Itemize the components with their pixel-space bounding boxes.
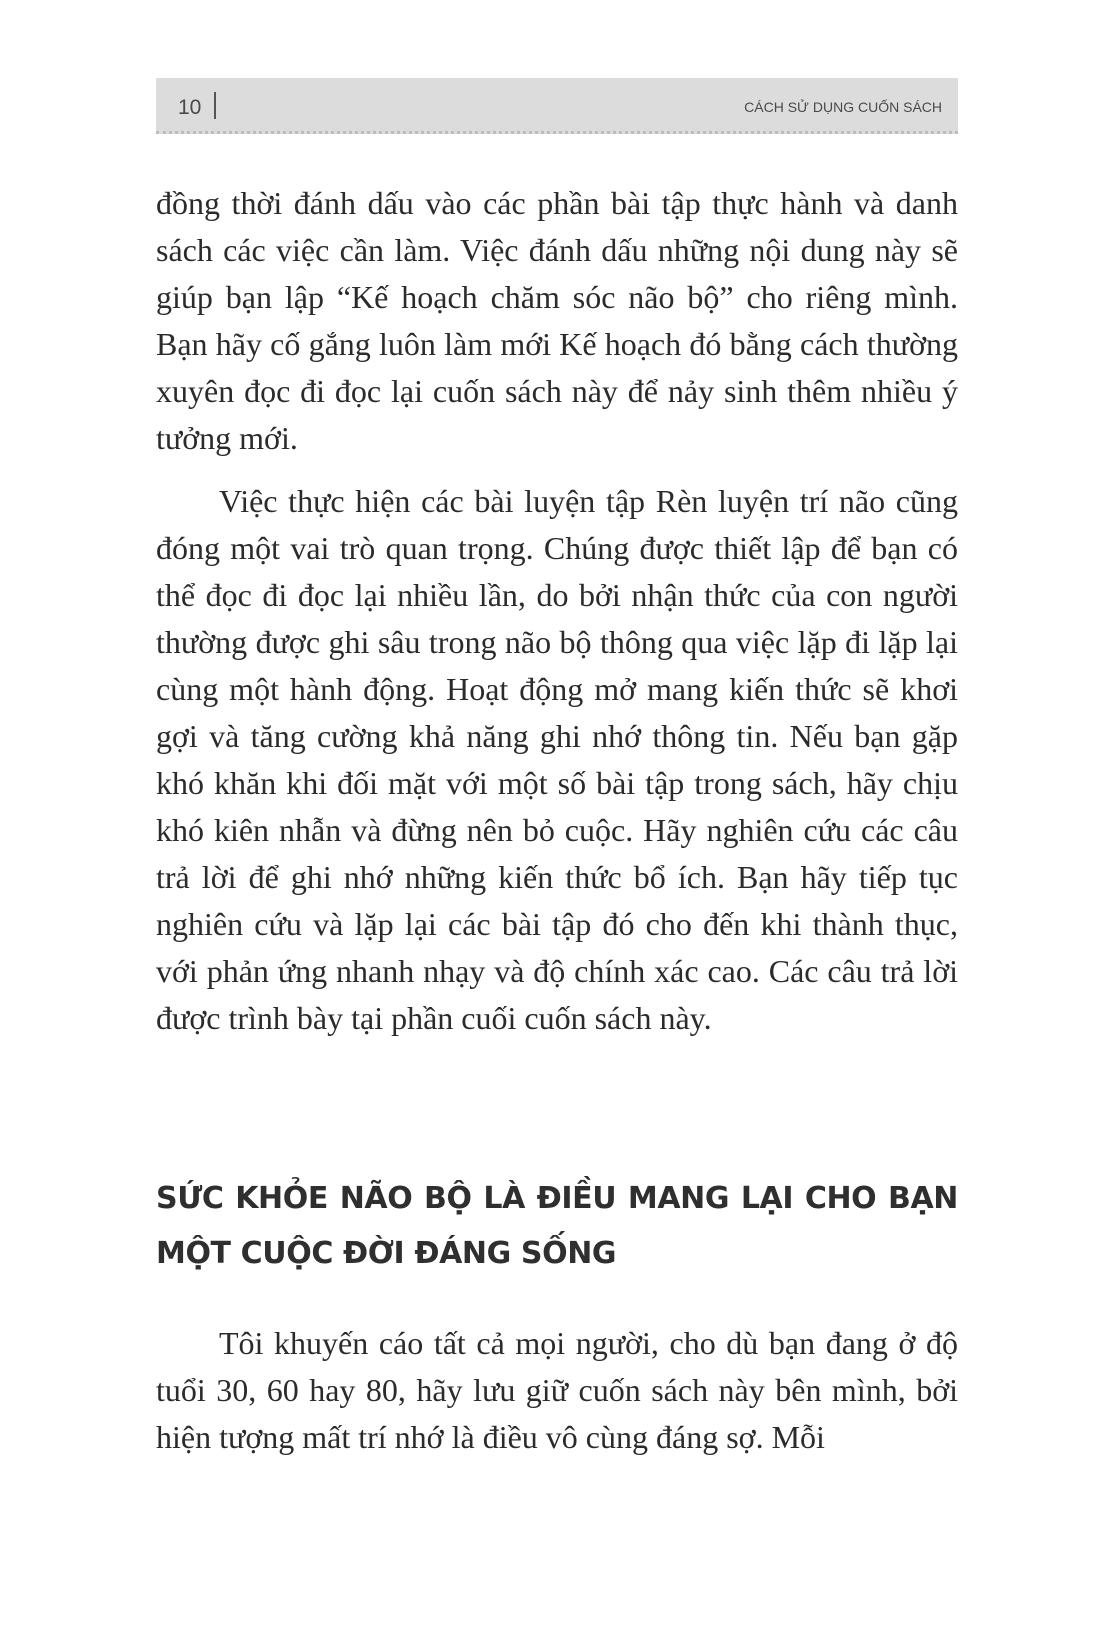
running-header <box>156 78 958 134</box>
page-number: 10 <box>178 96 202 119</box>
section-heading: SỨC KHỎE NÃO BỘ LÀ ĐIỀU MANG LẠI CHO BẠN MỘT CUỘC ĐỜI ĐÁNG SỐNG <box>156 1181 958 1271</box>
body-paragraph-2: Việc thực hiện các bài luyện tập Rèn luyện trí não cũng đóng một vai trò quan trọng. Chúng được thiết lập để bạn có thể đọc đi đọc lại nhiều lần, do bởi nhận thức của con người thường được ghi sâu trong não bộ thông qua việc lặp đi lặp lại cùng một hành động. Hoạt động mở mang kiến thức sẽ khơi gợi và tăng cường khả năng ghi nhớ thông tin. Nếu bạn gặp khó khăn khi đối mặt với một số bài tập trong sách, hãy chịu khó kiên nhẫn và đừng nên bỏ cuộc. Hãy nghiên cứu các câu trả lời để ghi nhớ những kiến thức bổ ích. Bạn hãy tiếp tục nghiên cứu và lặp lại các bài tập đó cho đến khi thành thục, với phản ứng nhanh nhạy và độ chính xác cao. Các câu trả lời được trình bày tại phần cuối cuốn sách này. <box>156 483 958 1036</box>
chapter-title: CÁCH SỬ DỤNG CUỐN SÁCH <box>744 99 942 115</box>
header-divider <box>214 92 216 119</box>
body-paragraph-1: đồng thời đánh dấu vào các phần bài tập thực hành và danh sách các việc cần làm. Việc đánh dấu những nội dung này sẽ giúp bạn lập “Kế hoạch chăm sóc não bộ” cho riêng mình. Bạn hãy cố gắng luôn làm mới Kế hoạch đó bằng cách thường xuyên đọc đi đọc lại cuốn sách này để nảy sinh thêm nhiều ý tưởng mới. <box>156 185 958 456</box>
body-paragraph-3: Tôi khuyến cáo tất cả mọi người, cho dù bạn đang ở độ tuổi 30, 60 hay 80, hãy lưu giữ cuốn sách này bên mình, bởi hiện tượng mất trí nhớ là điều vô cùng đáng sợ. Mỗi <box>156 1325 958 1455</box>
